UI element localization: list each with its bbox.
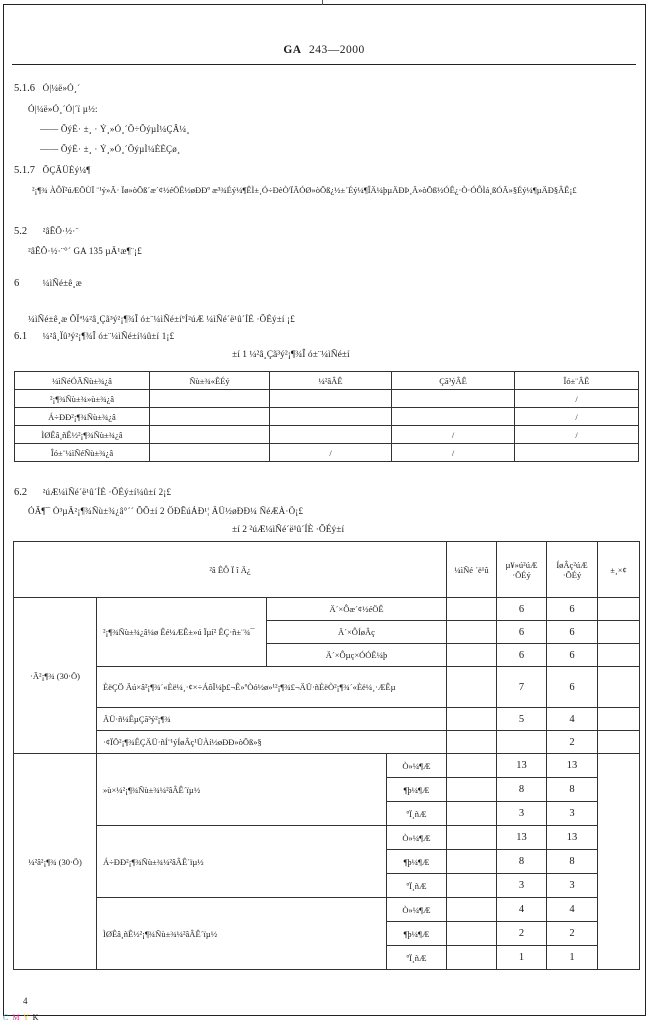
paragraph-line: ²âÊÔ·½·¨°´ GA 135 µÄ¹æ¶¨¡£ (28, 246, 142, 256)
header-rule (12, 64, 636, 65)
table-cell: 6 (497, 598, 547, 621)
table-cell (447, 946, 497, 970)
table-cell: 13 (547, 754, 598, 778)
column-header: ÍøÂç²úÆ ·ÕÉý (547, 542, 598, 598)
table-cell (150, 390, 270, 408)
section-heading: 6.1 ¼²â¸Ïû³ý²¡¶¾Î ó±¨¼ìÑé±í¼û±í 1¡£ (14, 331, 175, 342)
table-cell (598, 667, 640, 708)
table-caption: ±í 1 ¼²â¸Çã³ý²¡¶¾Î ó±¨¼ìÑé±í (232, 350, 350, 360)
table-cell (447, 850, 497, 874)
table-row (14, 731, 640, 754)
level-label: Ò»¼¶Æ (387, 754, 447, 778)
table-cell: 5 (497, 708, 547, 731)
table-cell: 2 (547, 922, 598, 946)
table-cell (447, 644, 497, 667)
table-cell (392, 390, 515, 408)
table-2 (13, 541, 640, 970)
table-row (14, 598, 640, 621)
table-cell (598, 621, 640, 644)
paragraph-line: ¼ìÑé±ê¸æ ÔÏª¼²â¸Çã³ý²¡¶¾Î ó±¨¼ìÑé±íºÍ²úÆ ¼ìÑé´ë¹û´ÍÈ ·ÕÉý±í ¡£ (28, 314, 295, 324)
row-label: ÈëÇÖ Äú×â²¡¶¾´«Èë¼¸·¢×÷ÁôÏ¼þ£¬Ê»ºÒó½ø»¹²¡¶¾£¬ÄÜ·ñÈëÒ²¡¶¾´«Èë¼¸·ÆÊµ (97, 667, 447, 708)
table-cell (270, 408, 392, 426)
level-label: ¶þ¼¶Æ (387, 778, 447, 802)
table-cell: ²¡¶¾Ñù±¾»ù±¾¿â (15, 390, 150, 408)
table-cell: Á÷ÐÐ²¡¶¾Ñù±¾¿â (15, 408, 150, 426)
standard-code: GA (283, 44, 302, 56)
table-cell: 13 (497, 826, 547, 850)
table-header-row (15, 372, 639, 390)
group-label: ¼²â²¡¶¾ (30·Ö) (14, 754, 97, 970)
level-label: ºÏ¸ñÆ (387, 802, 447, 826)
table-cell (447, 621, 497, 644)
level-label: Ò»¼¶Æ (387, 826, 447, 850)
table-cell (447, 778, 497, 802)
table-cell (150, 426, 270, 444)
section-heading: 6.2 ²úÆ¼ìÑé´ë¹û´ÍÈ ·ÕÉý±í¼û±í 2¡£ (14, 487, 172, 498)
row-label: ÄÜ·ñ¼ÊµÇã³ý²¡¶¾ (97, 708, 447, 731)
table-cell: / (392, 444, 515, 462)
standard-number: 243—2000 (308, 44, 365, 56)
table-cell (447, 898, 497, 922)
table-cell (447, 826, 497, 850)
column-header: ¼²âÂÊ (270, 372, 392, 390)
table-cell: 3 (497, 802, 547, 826)
table-cell: 4 (547, 898, 598, 922)
table-cell (447, 922, 497, 946)
table-cell (598, 708, 640, 731)
paragraph: ²¡¶¾ ÀÔÏ²úÆÕÙÏ ¨¹ý»Ã· Ïø»òÕß´æ´¢½éÖÊ½øÐÐº æ³¾Éý¼¶ÊÌ±¸Ó÷ÐèÒ'ÏÃÓØ»òÕß¿½±´Éý¼¶ÎÄ¼þµÄÐÞ¸Ä»òÕß½ÓÊ¿·Ò·ÓÔÌá¸ßÓÃ»§Éý¼¶µÄÐ§ÂÊ¡£ (32, 185, 577, 195)
table-cell (447, 731, 497, 754)
table-cell: 1 (547, 946, 598, 970)
table-cell (447, 754, 497, 778)
section-heading: 5.1.7 ÕÇÂÜÉý¼¶ (14, 165, 91, 176)
table-cell (447, 667, 497, 708)
column-header: Ñù±¾«ÊÉý (150, 372, 270, 390)
table-cell (150, 408, 270, 426)
row-label: Á÷ÐÐ²¡¶¾Ñù±¾¼²âÂÊ´ïµ½ (97, 826, 387, 898)
table-cell (515, 444, 639, 462)
table-cell: 1 (497, 946, 547, 970)
table-cell: / (515, 408, 639, 426)
level-label: Ò»¼¶Æ (387, 898, 447, 922)
table-cell (598, 598, 640, 621)
section-heading: 6 ¼ìÑé±ê¸æ (14, 278, 82, 289)
column-header: Îó±¨ÂÊ (515, 372, 639, 390)
level-label: ºÏ¸ñÆ (387, 946, 447, 970)
cmyk-registration (3, 1013, 39, 1022)
column-header: ¼ìÑéÓÃÑù±¾¿â (15, 372, 150, 390)
page-header (14, 44, 634, 56)
table-cell: 7 (497, 667, 547, 708)
table-cell (447, 874, 497, 898)
row-label: ÌØÊâ¸ñÊ½²¡¶¾Ñù±¾¼²âÂÊ´ïµ½ (97, 898, 387, 970)
table-cell: 6 (497, 621, 547, 644)
column-header: ±¸×¢ (598, 542, 640, 598)
crop-mark (322, 0, 323, 5)
table-cell: 3 (547, 874, 598, 898)
table-row (15, 390, 639, 408)
table-cell: / (270, 444, 392, 462)
row-label: »ù×¼²¡¶¾Ñù±¾¼²âÂÊ´ïµ½ (97, 754, 387, 826)
table-cell: ÌØÊâ¸ñÊ½²¡¶¾Ñù±¾¿â (15, 426, 150, 444)
table-row (14, 667, 640, 708)
table-row (15, 426, 639, 444)
row-label: Ä´×Ôµç×ÓÓÊ¼þ (267, 644, 447, 667)
cmyk-magenta: M (12, 1013, 21, 1022)
level-label: ¶þ¼¶Æ (387, 850, 447, 874)
table-cell (150, 444, 270, 462)
table-1 (14, 371, 639, 462)
column-header: Çã³ýÂÊ (392, 372, 515, 390)
table-row (14, 708, 640, 731)
table-header-row (14, 542, 640, 598)
table-caption: ±í 2 ²úÆ¼ìÑé´ë¹û´ÍÈ ·ÕÉý±í (232, 525, 345, 535)
table-cell: 6 (547, 598, 598, 621)
table-cell (270, 390, 392, 408)
table-row (14, 898, 640, 922)
level-label: ºÏ¸ñÆ (387, 874, 447, 898)
column-header: µ¥»ú²úÆ ·ÕÉý (497, 542, 547, 598)
page-number: 4 (23, 996, 28, 1006)
table-row (15, 408, 639, 426)
table-cell: 13 (547, 826, 598, 850)
section-heading: 5.2 ²âÊÔ·½·¨ (14, 226, 79, 237)
row-label: ²¡¶¾Ñù±¾¿â¼ø Êé¼ÆÊ±»ú Ïµí² ÊÇ·ñ±¨¾¯ (97, 598, 267, 667)
table-cell: / (392, 426, 515, 444)
row-label: Ä´×ÔÍøÂç (267, 621, 447, 644)
table-cell: 4 (547, 708, 598, 731)
table-cell (447, 708, 497, 731)
table-cell (497, 731, 547, 754)
table-cell (598, 731, 640, 754)
cmyk-yellow: Y (23, 1013, 30, 1022)
level-label: ¶þ¼¶Æ (387, 922, 447, 946)
table-cell: / (515, 426, 639, 444)
table-cell: 6 (547, 667, 598, 708)
row-label: ·¢ÏÖ²¡¶¾ÊÇÄÜ·ñÍ¨¹ýÍøÂç¹ÜÀí½øÐÐ»òÕß»§ (97, 731, 447, 754)
table-row (14, 826, 640, 850)
table-cell: 13 (497, 754, 547, 778)
paragraph-line: Ó|¼ë»Ó¸´Ó|´ï µ½: (28, 104, 98, 114)
group-label: ·Ã²¡¶¾ (30·Ö) (14, 598, 97, 754)
table-cell (270, 426, 392, 444)
table-cell: 8 (497, 850, 547, 874)
paragraph-line: ÓÃ¶¯ Ò³µÄ²¡¶¾Ñù±¾¿â°´´ ÕÕ±í 2 ÖÐÊúÁÐ¹¦ ÄÜ½øÐÐ¼ ÑéÆÀ·Ö¡£ (28, 506, 304, 516)
table-cell: 8 (547, 850, 598, 874)
table-cell: 6 (547, 621, 598, 644)
table-cell (598, 754, 640, 970)
table-cell: / (515, 390, 639, 408)
table-cell: 8 (547, 778, 598, 802)
table-cell (447, 802, 497, 826)
table-cell (392, 408, 515, 426)
list-item: —— ÕýÈ· ±¸ · Ý¸»Ó¸´Õ÷ÕýµÌ¼ÇÂ¼¸ (40, 124, 190, 134)
list-item: —— ÕýÈ· ±¸ · Ý¸»Ó¸´ÕýµÌ¼ÈÈÇø¸ (40, 144, 181, 154)
table-cell (598, 644, 640, 667)
table-cell: 4 (497, 898, 547, 922)
cmyk-cyan: C (3, 1013, 10, 1022)
column-header: ¼ìÑé ´ë¹û (447, 542, 497, 598)
table-cell: Îó±¨¼ìÑéÑù±¾¿â (15, 444, 150, 462)
table-cell (447, 598, 497, 621)
table-row (14, 754, 640, 778)
table-cell: 6 (547, 644, 598, 667)
section-heading: 5.1.6 Ó|¼ë»Ó¸´ (14, 83, 81, 94)
table-cell: 3 (497, 874, 547, 898)
table-cell: 3 (547, 802, 598, 826)
table-cell: 6 (497, 644, 547, 667)
cmyk-black: K (32, 1013, 40, 1022)
table-cell: 8 (497, 778, 547, 802)
row-label: Ä´×Ôæ´¢½éÖÊ (267, 598, 447, 621)
table-cell: 2 (547, 731, 598, 754)
column-header: ²â ÊÔ Ï î Ä¿ (14, 542, 447, 598)
table-cell: 2 (497, 922, 547, 946)
table-row (15, 444, 639, 462)
